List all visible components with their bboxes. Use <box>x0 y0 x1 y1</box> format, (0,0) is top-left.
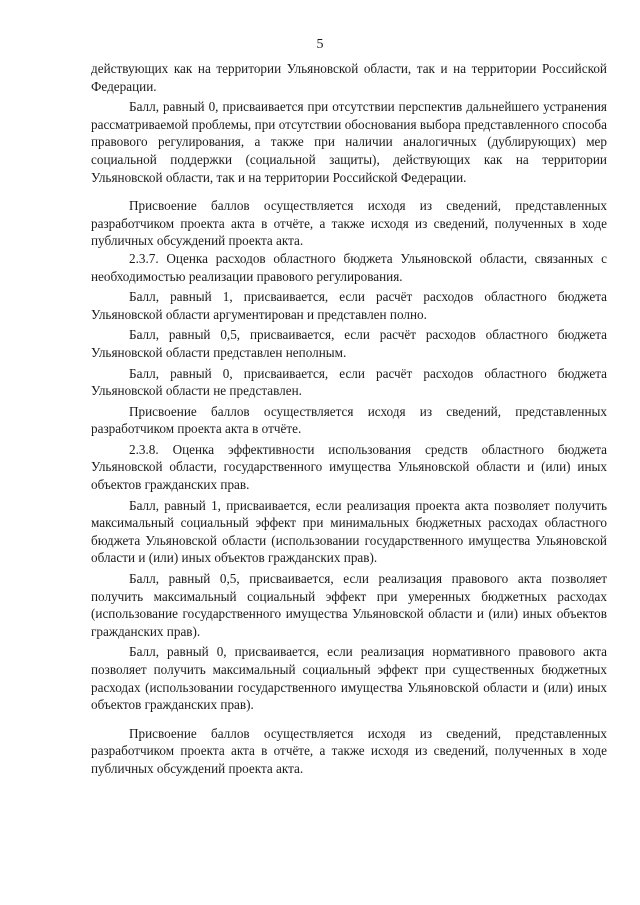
paragraph: Присвоение баллов осуществляется исходя из сведений, представленных разработчиком проекта акта в отчёте. <box>91 403 607 437</box>
paragraph: Балл, равный 1, присваивается, если реализация проекта акта позволяет получить максимальный социальный эффект при минимальных бюджетных расходах областного бюджета Ульяновской области (использовании государственного имущества Ульяновской области и (или) иных объектов гражданских прав). <box>91 497 607 566</box>
paragraph-continuation: действующих как на территории Ульяновской области, так и на территории Российской Федерации. <box>91 61 607 94</box>
document-body <box>91 60 607 778</box>
paragraph: Присвоение баллов осуществляется исходя из сведений, представленных разработчиком проекта акта в отчёте, а также исходя из сведений, полученных в ходе публичных обсуждений проекта акта. <box>91 198 607 249</box>
paragraph: Балл, равный 1, присваивается, если расчёт расходов областного бюджета Ульяновской области аргументирован и представлен полно. <box>91 289 607 322</box>
page-number: 5 <box>316 37 324 52</box>
section-heading-2-3-7: 2.3.7. Оценка расходов областного бюджета Ульяновской области, связанных с необходимостью реализации правового регулирования. <box>91 250 607 284</box>
paragraph: Балл, равный 0,5, присваивается, если расчёт расходов областного бюджета Ульяновской области представлен неполным. <box>91 327 607 360</box>
paragraph: Балл, равный 0, присваивается, если реализация нормативного правового акта позволяет получить максимальный социальный эффект при существенных бюджетных расходах (использовании государственного имущества Ульяновской области и (или) иных объектов гражданских прав). <box>91 644 607 713</box>
paragraph: Балл, равный 0,5, присваивается, если реализация правового акта позволяет получить максимальный социальный эффект при умеренных бюджетных расходах (использование государственного имущества Ульяновской области и (или) иных объектов гражданских прав). <box>91 571 607 639</box>
paragraph: Балл, равный 0, присваивается при отсутствии перспектив дальнейшего устранения рассматриваемой проблемы, при отсутствии обоснования выбора представленного способа правового регулирования, а также при наличии аналогичных (дублирующих) мер социальной поддержки (социальной защиты), действующих как на территории Ульяновской области, так и на территории Российской Федерации. <box>91 99 607 185</box>
paragraph: Присвоение баллов осуществляется исходя из сведений, представленных разработчиком проекта акта в отчёте, а также исходя из сведений, полученных в ходе публичных обсуждений проекта акта. <box>91 725 607 776</box>
section-heading-2-3-8: 2.3.8. Оценка эффективности использования средств областного бюджета Ульяновской области, государственного имущества Ульяновской области и (или) иных объектов гражданских прав. <box>91 441 607 493</box>
paragraph: Балл, равный 0, присваивается, если расчёт расходов областного бюджета Ульяновской области не представлен. <box>91 365 607 399</box>
